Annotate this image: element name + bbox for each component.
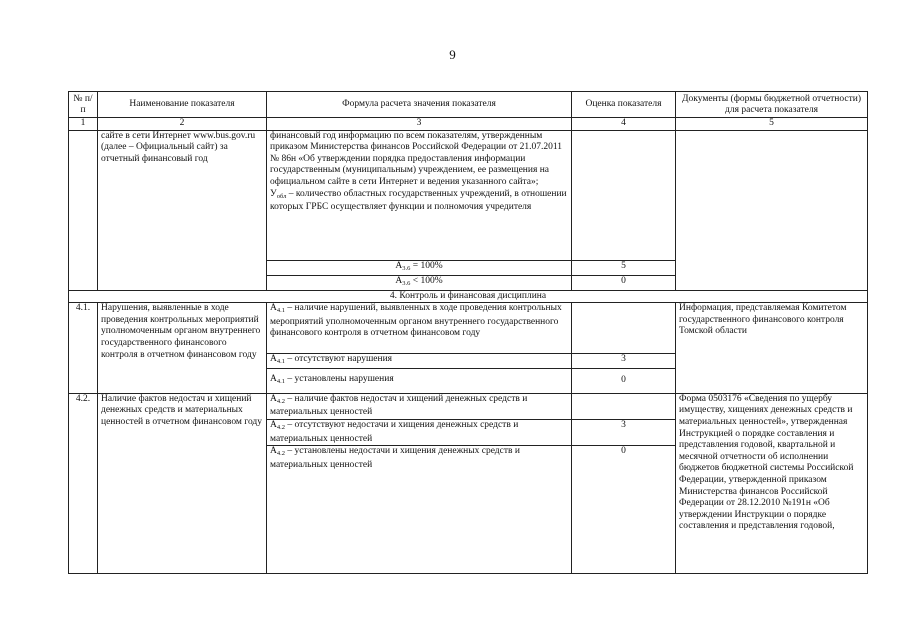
col-number-1: 1 <box>69 118 98 131</box>
var-symbol: У <box>270 188 277 199</box>
condition-cell <box>267 368 572 393</box>
condition-cell <box>267 354 572 369</box>
score-value: 3 <box>572 419 676 445</box>
condition-cell <box>267 275 572 290</box>
var-symbol: А <box>270 303 277 314</box>
var-subscript: обл <box>276 192 287 200</box>
column-numbers-row <box>69 118 868 131</box>
documents-cell: Форма 0503176 «Сведения по ущербу имуществу, хищениях денежных средств и материальных ценностей», утвержденная Инструкцией о порядке составления и представления годовой, квартальной и месячной отчетности об исполнении бюджетов бюджетной системы Российской Федерации, утвержденной приказом Министерства финансов Российской Федерации от 28.12.2010 №191н «Об утверждении Инструкции о порядке составления и представления годовой, <box>676 393 868 573</box>
header-score: Оценка показателя <box>572 92 676 118</box>
condition-cell <box>267 446 572 574</box>
var-subscript: 3.6 <box>402 279 411 287</box>
score-value: 0 <box>572 446 676 574</box>
condition-text: – установлены нарушения <box>285 373 394 384</box>
var-symbol: А <box>270 354 277 365</box>
var-subscript: 4.2 <box>276 397 285 405</box>
condition-text: < 100% <box>410 275 443 286</box>
var-subscript: 4.1 <box>276 307 285 315</box>
formula-variable-note <box>270 189 568 214</box>
col-number-4: 4 <box>572 118 676 131</box>
condition-cell <box>267 260 572 275</box>
score-cell <box>572 303 676 354</box>
condition-text: – отсутствуют нарушения <box>285 354 393 365</box>
condition-text: – установлены недостачи и хищения денежных средств и материальных ценностей <box>270 446 520 470</box>
documents-cell <box>676 130 868 290</box>
section-row <box>69 290 868 303</box>
condition-text: = 100% <box>410 260 443 271</box>
formula-cell <box>267 303 572 354</box>
var-symbol: А <box>395 260 403 271</box>
table-row <box>69 393 868 419</box>
header-num: № п/п <box>69 92 98 118</box>
page-number: 9 <box>449 47 456 62</box>
var-symbol: А <box>270 393 277 404</box>
col-number-5: 5 <box>676 118 868 131</box>
section-title: 4. Контроль и финансовая дисциплина <box>69 290 868 303</box>
indicator-name: Нарушения, выявленные в ходе проведения контрольных мероприятий уполномоченным органом внутреннего государственного финансового контроля в отчетном финансовом году <box>98 303 267 394</box>
var-subscript: 4.1 <box>276 377 285 385</box>
var-subscript: 4.2 <box>276 450 285 458</box>
score-value: 3 <box>572 354 676 369</box>
indicators-table <box>68 91 868 574</box>
row-num: 4.1. <box>69 303 98 394</box>
score-value: 0 <box>572 275 676 290</box>
col-number-2: 2 <box>98 118 267 131</box>
score-value: 5 <box>572 260 676 275</box>
table-row <box>69 130 868 260</box>
var-symbol: А <box>395 275 403 286</box>
var-subscript: 3.6 <box>402 264 411 272</box>
score-cell <box>572 393 676 419</box>
score-value: 0 <box>572 368 676 393</box>
formula-text: – наличие нарушений, выявленных в ходе проведения контрольных мероприятий уполномоченным органом внутреннего государственного финансового контроля в отчетном финансовом году <box>270 303 562 339</box>
condition-cell <box>267 419 572 445</box>
var-symbol: А <box>270 446 277 457</box>
header-documents: Документы (формы бюджетной отчетности) для расчета показателя <box>676 92 868 118</box>
header-formula: Формула расчета значения показателя <box>267 92 572 118</box>
var-subscript: 4.1 <box>276 358 285 366</box>
var-description: – количество областных государственных учреждений, в отношении которых ГРБС осуществляет функции и полномочия учредителя <box>270 188 567 213</box>
formula-cell <box>267 393 572 419</box>
row-num-cell <box>69 130 98 290</box>
formula-text: финансовый год информацию по всем показателям, утвержденным приказом Министерства финансов Российской Федерации от 21.07.2011 № 86н «Об утверждении порядка предоставления информации государственным (муниципальным) учреждением, ее размещения на официальном сайте в сети Интернет и ведения указанного сайта»; <box>270 130 563 187</box>
header-row <box>69 92 868 118</box>
var-symbol: А <box>270 419 277 430</box>
header-name: Наименование показателя <box>98 92 267 118</box>
col-number-3: 3 <box>267 118 572 131</box>
formula-text: – наличие фактов недостач и хищений денежных средств и материальных ценностей <box>270 393 528 418</box>
var-symbol: А <box>270 373 277 384</box>
formula-cell <box>267 130 572 260</box>
indicator-name: сайте в сети Интернет www.bus.gov.ru (далее – Официальный сайт) за отчетный финансовый год <box>98 130 267 290</box>
table-row <box>69 303 868 354</box>
score-cell <box>572 130 676 260</box>
condition-text: – отсутствуют недостачи и хищения денежных средств и материальных ценностей <box>270 419 519 444</box>
row-num: 4.2. <box>69 393 98 573</box>
var-subscript: 4.2 <box>276 423 285 431</box>
indicator-name: Наличие фактов недостач и хищений денежных средств и материальных ценностей в отчетном финансовом году <box>98 393 267 573</box>
documents-cell: Информация, представляемая Комитетом государственного финансового контроля Томской области <box>676 303 868 394</box>
